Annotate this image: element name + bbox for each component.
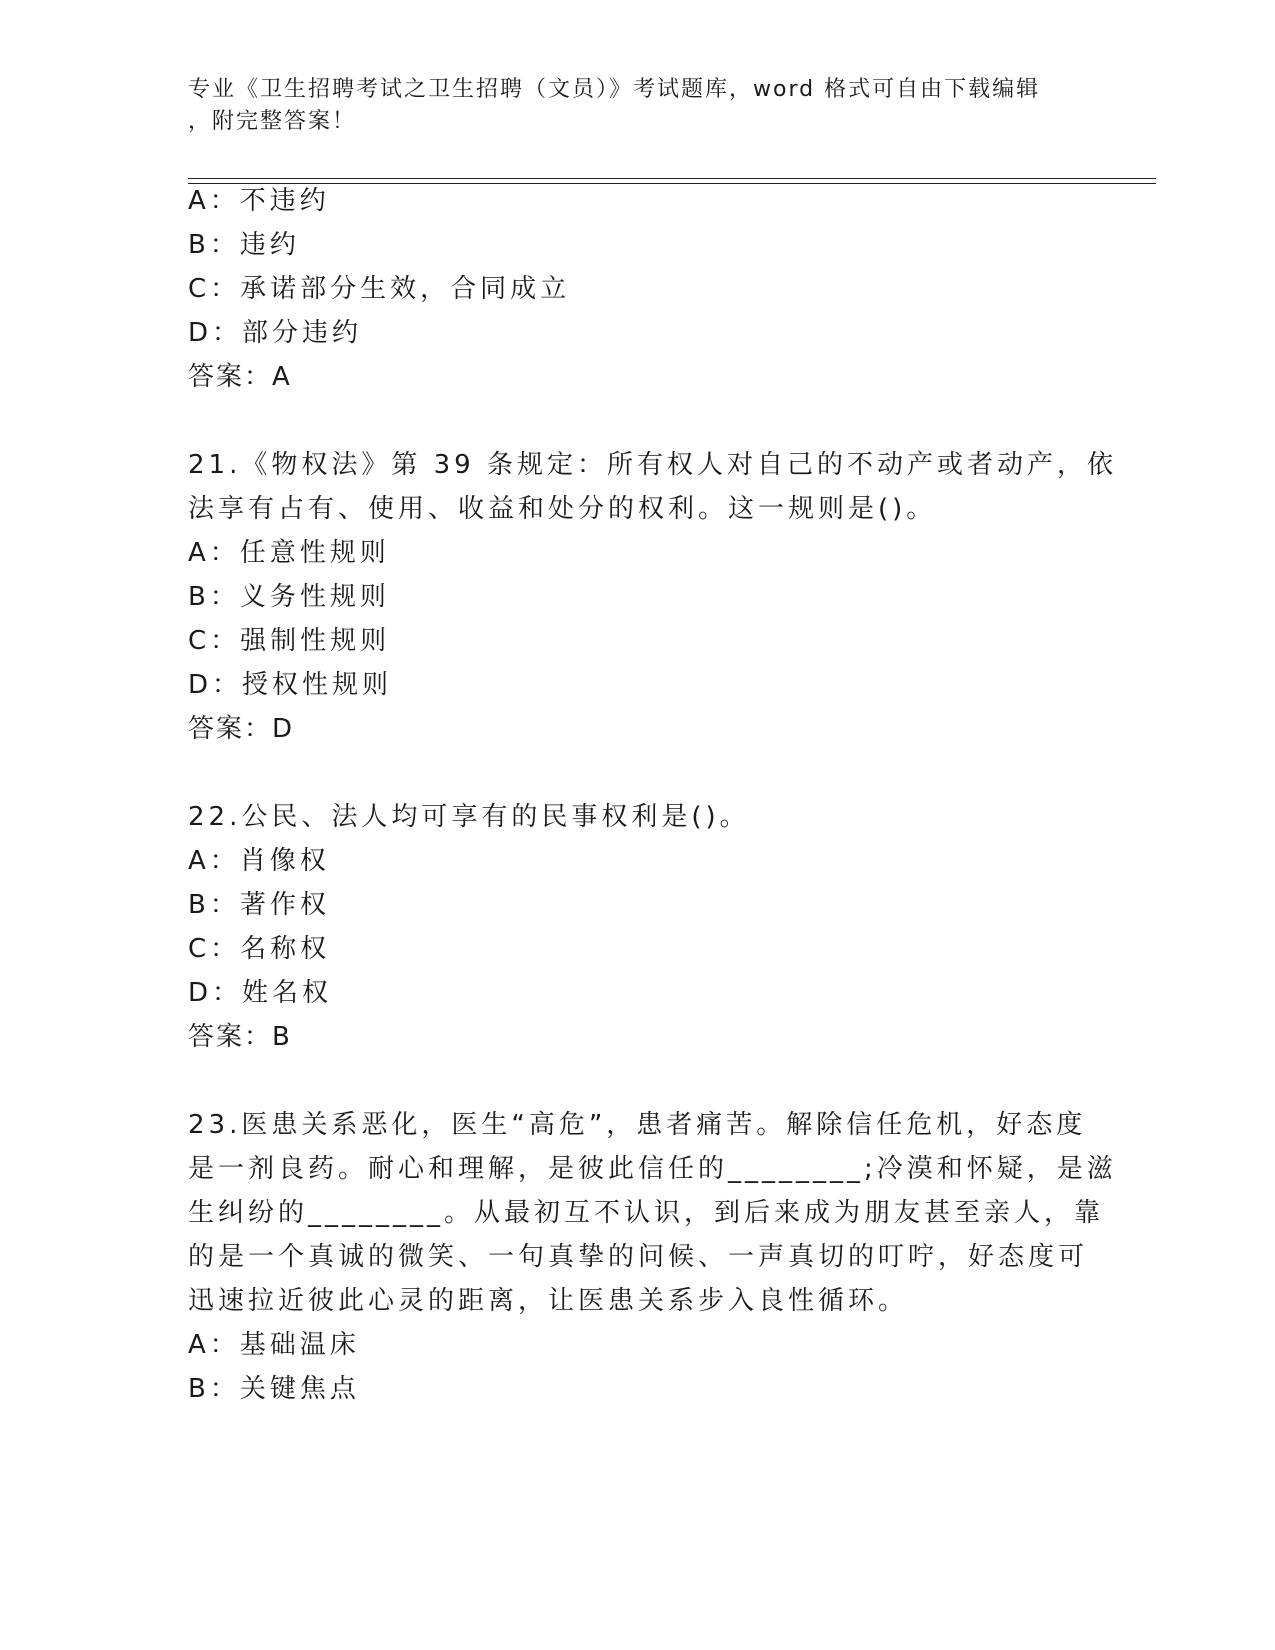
q21-stem-line-1: 21.《物权法》第 39 条规定：所有权人对自己的不动产或者动产，依: [188, 450, 1117, 480]
q22-option-b: B：著作权: [188, 890, 330, 920]
q20-option-c: C：承诺部分生效，合同成立: [188, 274, 571, 304]
q20-option-a: A：不违约: [188, 186, 330, 216]
q21-option-d: D：授权性规则: [188, 670, 393, 700]
q20-option-d: D：部分违约: [188, 318, 363, 348]
q20-option-b: B：违约: [188, 230, 300, 260]
q21-stem-line-2: 法享有占有、使用、收益和处分的权利。这一规则是()。: [188, 494, 937, 524]
q20-answer: 答案：A: [188, 362, 292, 392]
q21-answer: 答案：D: [188, 714, 295, 744]
header-divider-bottom: [188, 183, 1156, 184]
q23-stem-line-5: 迅速拉近彼此心灵的距离，让医患关系步入良性循环。: [188, 1286, 909, 1316]
header-line-2: ，附完整答案！: [188, 109, 357, 134]
q23-stem-line-4: 的是一个真诚的微笑、一句真挚的问候、一声真切的叮咛，好态度可: [188, 1242, 1089, 1272]
header-divider-top: [188, 178, 1156, 179]
q23-option-a: A：基础温床: [188, 1330, 360, 1360]
q23-stem-line-2: 是一剂良药。耐心和理解，是彼此信任的________;冷漠和怀疑，是滋: [188, 1154, 1117, 1184]
q21-option-a: A：任意性规则: [188, 538, 390, 568]
q22-option-a: A：肖像权: [188, 846, 330, 876]
q23-stem-line-1: 23.医患关系恶化，医生“高危”，患者痛苦。解除信任危机，好态度: [188, 1110, 1087, 1140]
page-header: [188, 74, 1088, 138]
q22-option-d: D：姓名权: [188, 978, 333, 1008]
q21-option-b: B：义务性规则: [188, 582, 390, 612]
q22-option-c: C：名称权: [188, 934, 331, 964]
header-line-1: 专业《卫生招聘考试之卫生招聘（文员）》考试题库，word 格式可自由下载编辑: [188, 77, 1041, 102]
q21-option-c: C：强制性规则: [188, 626, 391, 656]
q22-answer: 答案：B: [188, 1022, 292, 1052]
q23-stem-line-3: 生纠纷的________。从最初互不认识，到后来成为朋友甚至亲人，靠: [188, 1198, 1105, 1228]
q23-option-b: B：关键焦点: [188, 1374, 360, 1404]
q22-stem-line-1: 22.公民、法人均可享有的民事权利是()。: [188, 802, 750, 832]
